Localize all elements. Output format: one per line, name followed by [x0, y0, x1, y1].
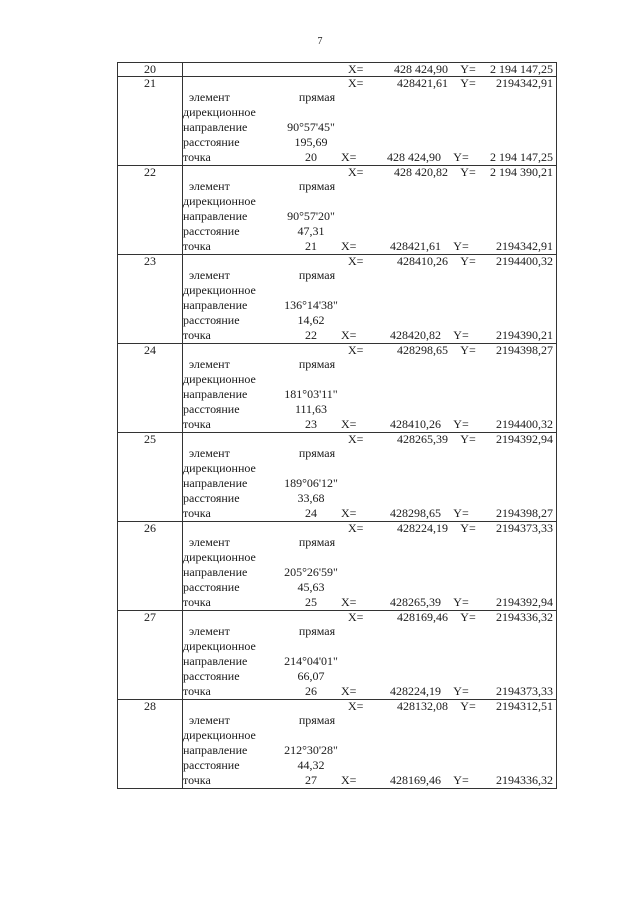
- distance-value: 14,62: [297, 313, 325, 327]
- from-point-number: 23: [305, 417, 317, 431]
- x-value: 428265,39: [397, 432, 448, 446]
- distance-line: [183, 580, 556, 595]
- direction-line: [183, 654, 556, 669]
- coordinates-table-body: [118, 63, 557, 789]
- table-row: [118, 700, 557, 789]
- direction-value: 181°03'11": [284, 387, 338, 401]
- element-line: [183, 268, 556, 283]
- from-y-value: 2194400,32: [496, 417, 553, 431]
- from-x-value: 428224,19: [390, 684, 441, 698]
- direction-label-line: [183, 550, 556, 565]
- direction-label-line: [183, 105, 556, 120]
- from-y-label: Y=: [453, 773, 469, 787]
- point-label: точка: [183, 417, 211, 431]
- from-point-number: 27: [305, 773, 317, 787]
- direction-label-1: дирекционное: [183, 550, 256, 564]
- element-line: [183, 179, 556, 194]
- description-spacer: [183, 63, 348, 76]
- y-label: Y=: [460, 76, 476, 90]
- description-spacer: [183, 344, 348, 357]
- from-x-label: X=: [341, 773, 357, 787]
- direction-label-1: дирекционное: [183, 105, 256, 119]
- from-y-label: Y=: [453, 684, 469, 698]
- point-coordinates-line: [183, 63, 556, 76]
- direction-label-2: направление: [183, 120, 248, 134]
- from-x-label: X=: [341, 239, 357, 253]
- x-label: X=: [348, 165, 364, 179]
- distance-value: 47,31: [297, 224, 325, 238]
- from-point-line: [183, 506, 556, 521]
- from-point-line: [183, 328, 556, 343]
- direction-label-1: дирекционное: [183, 372, 256, 386]
- y-value: 2194336,32: [496, 610, 553, 624]
- element-value: прямая: [298, 446, 336, 460]
- from-point-number: 24: [305, 506, 317, 520]
- from-point-line: [183, 239, 556, 254]
- direction-label-line: [183, 283, 556, 298]
- direction-label-1: дирекционное: [183, 194, 256, 208]
- element-label: элемент: [189, 713, 230, 727]
- point-label: точка: [183, 684, 211, 698]
- distance-label: расстояние: [183, 758, 240, 772]
- direction-value: 214°04'01": [284, 654, 338, 668]
- direction-label-2: направление: [183, 565, 248, 579]
- from-point-number: 25: [305, 595, 317, 609]
- from-x-value: 428169,46: [390, 773, 441, 787]
- y-label: Y=: [460, 254, 476, 268]
- direction-label-2: направление: [183, 654, 248, 668]
- element-label: элемент: [189, 357, 230, 371]
- table-row: [118, 255, 557, 344]
- from-x-value: 428410,26: [390, 417, 441, 431]
- point-label: точка: [183, 239, 211, 253]
- point-coordinates-line: [183, 522, 556, 535]
- coordinates-table: [117, 62, 557, 789]
- element-label: элемент: [189, 179, 230, 193]
- direction-line: [183, 565, 556, 580]
- point-number-cell: 26: [118, 522, 183, 611]
- segment-description-cell: [183, 166, 557, 255]
- from-point-line: [183, 684, 556, 699]
- from-x-label: X=: [341, 595, 357, 609]
- y-label: Y=: [460, 62, 476, 76]
- from-y-value: 2194373,33: [496, 684, 553, 698]
- distance-label: расстояние: [183, 135, 240, 149]
- from-x-value: 428265,39: [390, 595, 441, 609]
- distance-label: расстояние: [183, 313, 240, 327]
- point-number-cell: 25: [118, 433, 183, 522]
- x-value: 428 424,90: [394, 62, 448, 76]
- distance-line: [183, 669, 556, 684]
- direction-label-line: [183, 372, 556, 387]
- point-coordinates-line: [183, 700, 556, 713]
- direction-value: 212°30'28": [284, 743, 338, 757]
- distance-label: расстояние: [183, 669, 240, 683]
- from-point-line: [183, 595, 556, 610]
- from-point-number: 21: [305, 239, 317, 253]
- distance-label: расстояние: [183, 580, 240, 594]
- segment-description-cell: [183, 700, 557, 789]
- x-label: X=: [348, 610, 364, 624]
- description-spacer: [183, 77, 348, 90]
- segment-description-cell: [183, 522, 557, 611]
- from-y-label: Y=: [453, 595, 469, 609]
- direction-label-1: дирекционное: [183, 639, 256, 653]
- element-value: прямая: [298, 268, 336, 282]
- y-value: 2 194 390,21: [490, 165, 553, 179]
- distance-value: 44,32: [297, 758, 325, 772]
- direction-label-line: [183, 194, 556, 209]
- element-label: элемент: [189, 624, 230, 638]
- direction-label-1: дирекционное: [183, 461, 256, 475]
- element-value: прямая: [298, 713, 336, 727]
- x-value: 428 420,82: [394, 165, 448, 179]
- distance-line: [183, 491, 556, 506]
- element-label: элемент: [189, 535, 230, 549]
- table-row: [118, 433, 557, 522]
- table-row-first: [118, 63, 557, 77]
- x-label: X=: [348, 343, 364, 357]
- element-label: элемент: [189, 268, 230, 282]
- from-x-value: 428298,65: [390, 506, 441, 520]
- element-value: прямая: [298, 624, 336, 638]
- y-label: Y=: [460, 432, 476, 446]
- segment-description-cell: [183, 433, 557, 522]
- distance-value: 66,07: [297, 669, 325, 683]
- direction-label-2: направление: [183, 387, 248, 401]
- point-label: точка: [183, 506, 211, 520]
- from-point-number: 22: [305, 328, 317, 342]
- direction-label-2: направление: [183, 209, 248, 223]
- table-row: [118, 344, 557, 433]
- direction-label-1: дирекционное: [183, 283, 256, 297]
- direction-value: 205°26'59": [284, 565, 338, 579]
- x-value: 428410,26: [397, 254, 448, 268]
- direction-label-2: направление: [183, 476, 248, 490]
- x-label: X=: [348, 432, 364, 446]
- from-point-line: [183, 417, 556, 432]
- from-point-number: 20: [305, 150, 317, 164]
- from-point-line: [183, 773, 556, 788]
- description-spacer: [183, 611, 348, 624]
- direction-line: [183, 209, 556, 224]
- from-y-label: Y=: [453, 150, 469, 164]
- direction-line: [183, 476, 556, 491]
- direction-label-line: [183, 461, 556, 476]
- segment-description-cell: [183, 255, 557, 344]
- direction-label-2: направление: [183, 298, 248, 312]
- distance-value: 195,69: [294, 135, 328, 149]
- distance-value: 45,63: [297, 580, 325, 594]
- distance-label: расстояние: [183, 402, 240, 416]
- distance-label: расстояние: [183, 491, 240, 505]
- from-y-label: Y=: [453, 328, 469, 342]
- from-point-number: 26: [305, 684, 317, 698]
- from-y-value: 2194342,91: [496, 239, 553, 253]
- x-label: X=: [348, 699, 364, 713]
- direction-label-1: дирекционное: [183, 728, 256, 742]
- element-value: прямая: [298, 535, 336, 549]
- from-x-label: X=: [341, 417, 357, 431]
- x-value: 428421,61: [397, 76, 448, 90]
- x-value: 428298,65: [397, 343, 448, 357]
- segment-description-cell: [183, 77, 557, 166]
- from-x-label: X=: [341, 684, 357, 698]
- from-y-value: 2194392,94: [496, 595, 553, 609]
- point-number-cell: 27: [118, 611, 183, 700]
- segment-description-cell: [183, 611, 557, 700]
- y-label: Y=: [460, 699, 476, 713]
- distance-line: [183, 402, 556, 417]
- element-line: [183, 624, 556, 639]
- distance-value: 33,68: [297, 491, 325, 505]
- element-value: прямая: [298, 179, 336, 193]
- table-row: [118, 77, 557, 166]
- distance-line: [183, 135, 556, 150]
- direction-line: [183, 120, 556, 135]
- page-number: 7: [317, 36, 323, 47]
- x-label: X=: [348, 521, 364, 535]
- distance-line: [183, 224, 556, 239]
- table-row: [118, 611, 557, 700]
- from-point-line: [183, 150, 556, 165]
- direction-value: 136°14'38": [284, 298, 338, 312]
- point-number-cell: 23: [118, 255, 183, 344]
- y-value: 2194392,94: [496, 432, 553, 446]
- element-value: прямая: [298, 90, 336, 104]
- y-value: 2194373,33: [496, 521, 553, 535]
- description-spacer: [183, 700, 348, 713]
- description-spacer: [183, 522, 348, 535]
- description-spacer: [183, 433, 348, 446]
- distance-line: [183, 313, 556, 328]
- point-number-cell: 24: [118, 344, 183, 433]
- element-line: [183, 357, 556, 372]
- from-y-label: Y=: [453, 239, 469, 253]
- element-line: [183, 713, 556, 728]
- point-number-cell: 20: [118, 63, 183, 77]
- point-label: точка: [183, 773, 211, 787]
- table-row: [118, 522, 557, 611]
- y-label: Y=: [460, 165, 476, 179]
- from-x-label: X=: [341, 150, 357, 164]
- point-number-cell: 21: [118, 77, 183, 166]
- y-label: Y=: [460, 343, 476, 357]
- element-label: элемент: [189, 446, 230, 460]
- from-x-value: 428420,82: [390, 328, 441, 342]
- element-line: [183, 446, 556, 461]
- element-value: прямая: [298, 357, 336, 371]
- from-x-label: X=: [341, 328, 357, 342]
- x-value: 428169,46: [397, 610, 448, 624]
- table-row: [118, 166, 557, 255]
- x-value: 428224,19: [397, 521, 448, 535]
- from-x-label: X=: [341, 506, 357, 520]
- point-label: точка: [183, 328, 211, 342]
- point-coordinates-line: [183, 77, 556, 90]
- direction-line: [183, 298, 556, 313]
- direction-label-line: [183, 639, 556, 654]
- description-spacer: [183, 255, 348, 268]
- distance-value: 111,63: [294, 402, 328, 416]
- direction-value: 90°57'45": [287, 120, 335, 134]
- point-coordinates-line: [183, 166, 556, 179]
- y-value: 2194398,27: [496, 343, 553, 357]
- from-y-label: Y=: [453, 417, 469, 431]
- from-x-value: 428421,61: [390, 239, 441, 253]
- point-coordinates-line: [183, 344, 556, 357]
- from-y-value: 2194390,21: [496, 328, 553, 342]
- y-value: 2194342,91: [496, 76, 553, 90]
- segment-description-cell: [183, 344, 557, 433]
- direction-line: [183, 743, 556, 758]
- y-value: 2194400,32: [496, 254, 553, 268]
- direction-label-line: [183, 728, 556, 743]
- x-value: 428132,08: [397, 699, 448, 713]
- direction-label-2: направление: [183, 743, 248, 757]
- x-label: X=: [348, 76, 364, 90]
- element-line: [183, 90, 556, 105]
- point-label: точка: [183, 595, 211, 609]
- from-y-value: 2194336,32: [496, 773, 553, 787]
- distance-line: [183, 758, 556, 773]
- point-number-cell: 22: [118, 166, 183, 255]
- from-y-label: Y=: [453, 506, 469, 520]
- from-y-value: 2 194 147,25: [490, 150, 553, 164]
- direction-value: 189°06'12": [284, 476, 338, 490]
- from-x-value: 428 424,90: [387, 150, 441, 164]
- x-label: X=: [348, 254, 364, 268]
- point-coordinates-line: [183, 255, 556, 268]
- y-label: Y=: [460, 610, 476, 624]
- y-label: Y=: [460, 521, 476, 535]
- x-label: X=: [348, 62, 364, 76]
- from-y-value: 2194398,27: [496, 506, 553, 520]
- direction-value: 90°57'20": [287, 209, 335, 223]
- distance-label: расстояние: [183, 224, 240, 238]
- description-spacer: [183, 166, 348, 179]
- point-number-cell: 28: [118, 700, 183, 789]
- y-value: 2194312,51: [496, 699, 553, 713]
- coordinates-cell: [183, 63, 557, 77]
- point-label: точка: [183, 150, 211, 164]
- element-line: [183, 535, 556, 550]
- point-coordinates-line: [183, 433, 556, 446]
- element-label: элемент: [189, 90, 230, 104]
- point-coordinates-line: [183, 611, 556, 624]
- direction-line: [183, 387, 556, 402]
- y-value: 2 194 147,25: [490, 62, 553, 76]
